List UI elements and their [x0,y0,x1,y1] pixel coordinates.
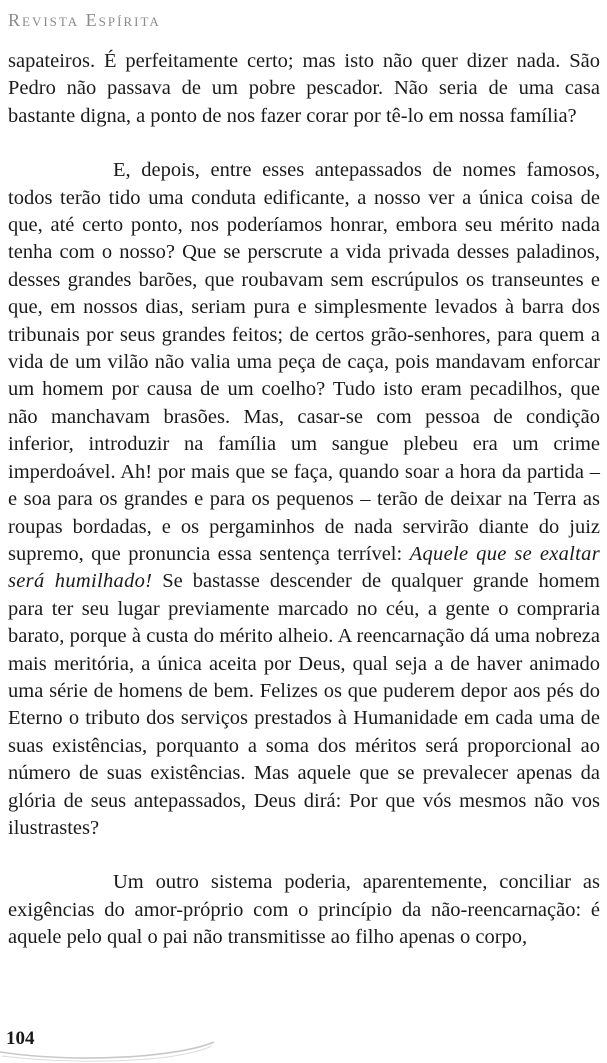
page-body [8,48,600,952]
page-footer [0,1018,607,1063]
paragraph-continued: sapateiros. É perfeitamente certo; mas isto não quer dizer nada. São Pedro não passava de um pobre pescador. Não seria de uma casa bastante digna, a ponto de nos fazer corar por tê-lo em nossa família? [8,50,600,127]
page-number: 104 [6,1028,35,1049]
paragraph-ancestors-text: E, depois, entre esses antepassados de nomes famosos, todos terão tido uma conduta edificante, a nosso ver a única coisa de que, até certo ponto, nos poderíamos honrar, embora seu mérito nada tenha com o nosso? Que se perscrute a vida privada desses paladinos, desses grandes barões, que roubavam sem escrúpulos os transeuntes e que, em nossos dias, seriam pura e simplesmente levados à barra dos tribunais por seus grandes feitos; de certos grão-senhores, para quem a vida de um vilão não valia uma peça de caça, pois mandavam enforcar um homem por causa de um coelho? Tudo isto eram pecadilhos, que não manchavam brasões. Mas, casar-se com pessoa de condição inferior, introduzir na família um sangue plebeu era um crime imperdoável. Ah! por mais que se faça, quando soar a hora da partida – e soa para os grandes e para os pequenos – terão de deixar na Terra as roupas bordadas, e os pergaminhos de nada servirão diante do juiz supremo, que pronuncia essa sentença terrível: [8,159,600,565]
paragraph-ancestors-text-continued: Se bastasse descender de qualquer grande homem para ter seu lugar previamente marcado no céu, a gente o compraria barato, porque à custa do mérito alheio. A reencarnação dá uma nobreza mais meritória, a única aceita por Deus, qual seja a de haver animado uma série de homens de bem. Felizes os que puderem depor aos pés do Eterno o tributo dos serviços prestados à Humanidade em cada uma de suas existências, porquanto a soma dos méritos será proporcional ao número de suas existências. Mas aquele que se prevalecer apenas da glória de seus antepassados, Deus dirá: Por que vós mesmos não vos ilustrastes? [8,570,601,839]
paragraph-another-system: Um outro sistema poderia, aparentemente, conciliar as exigências do amor-próprio com o princípio da não-reencarnação: é aquele pelo qual o pai não transmitisse ao filho apenas o corpo, [8,871,600,949]
italic-quote: Aquele que se exaltar será humilhado! [8,542,601,593]
running-header: Revista Espírita [8,10,161,30]
paragraph-ancestors [8,157,600,842]
